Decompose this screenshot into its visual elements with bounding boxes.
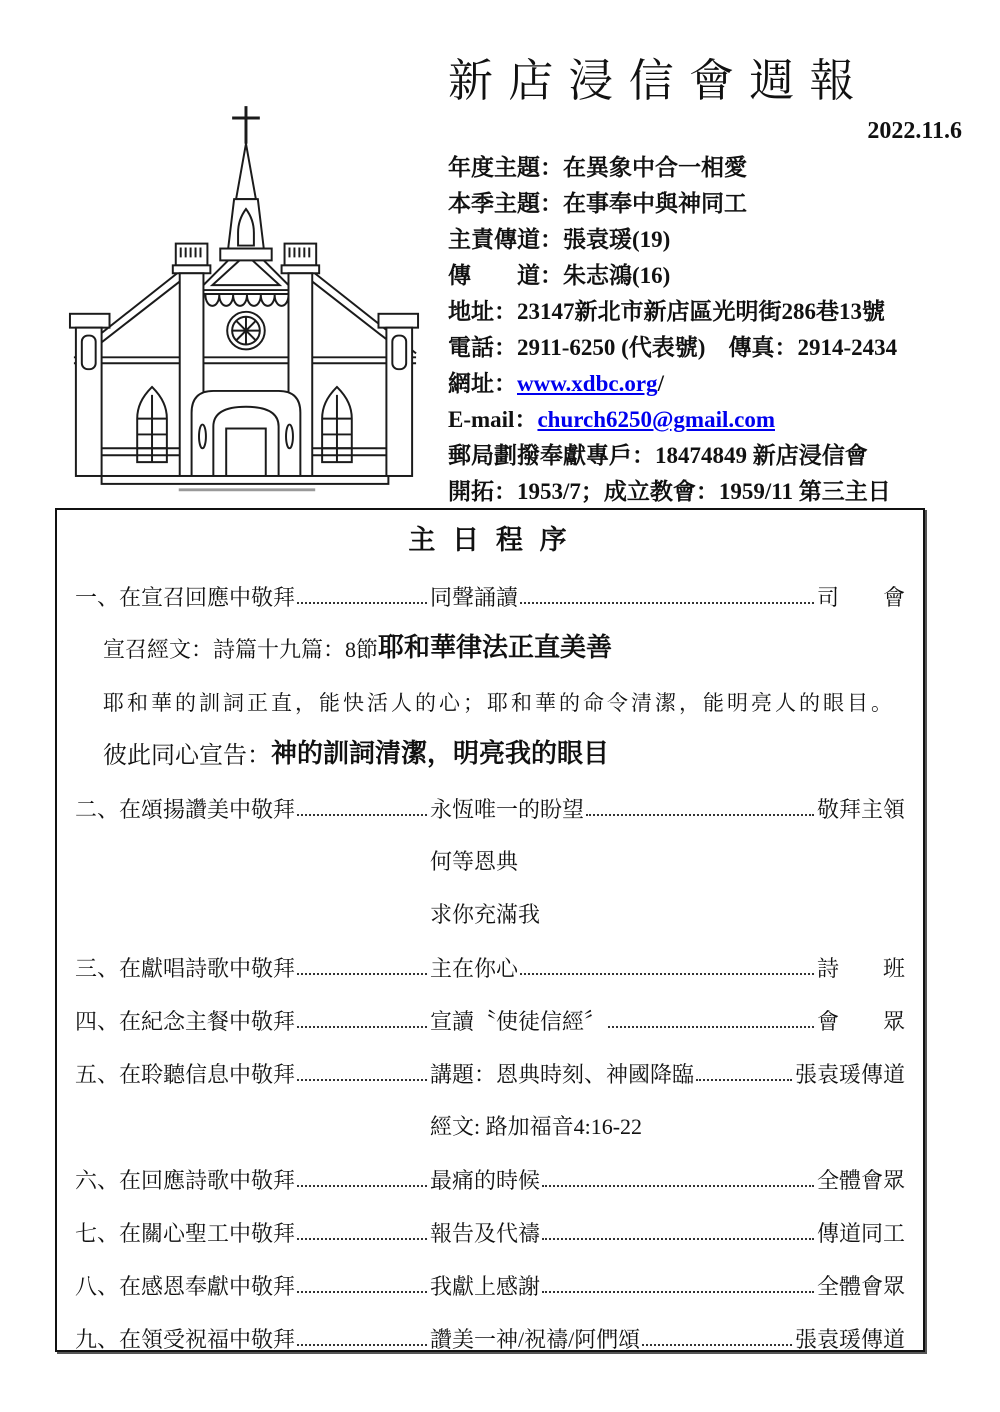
- program-item-assignee: 詩 班: [816, 955, 905, 981]
- program-item-label: 四、在紀念主餐中敬拜: [75, 1008, 296, 1034]
- program-row-2: [75, 770, 905, 823]
- minister-line: 傳 道：朱志鴻(16): [448, 263, 671, 288]
- program-item-label: 八、在感恩奉獻中敬拜: [75, 1273, 296, 1299]
- dot-leader: [297, 1291, 427, 1293]
- declaration-line: [75, 717, 905, 770]
- sunday-program-box: [55, 508, 925, 1352]
- dot-leader: [297, 602, 427, 604]
- program-item-label: 九、在領受祝福中敬拜: [75, 1326, 296, 1352]
- program-row-9: [75, 1300, 905, 1353]
- program-row-7: [75, 1194, 905, 1247]
- annual-theme-line: 年度主題：在異象中合一相愛: [448, 155, 747, 180]
- declaration-prefix: 彼此同心宣告：: [103, 743, 271, 769]
- program-row-1: [75, 558, 905, 611]
- phone-fax-line: 電話：2911-6250 (代表號) 傳真：2914-2434: [448, 335, 898, 360]
- program-item-title: 講題：恩典時刻、神國降臨: [430, 1061, 695, 1087]
- call-scripture-prefix: 宣召經文：詩篇十九篇：8節: [103, 637, 379, 662]
- bulletin-date: 2022.11.6: [867, 118, 962, 144]
- program-item-assignee: 全體會眾: [816, 1273, 905, 1299]
- program-row-5: [75, 1035, 905, 1088]
- program-heading: 主 日 程 序: [408, 525, 572, 555]
- website-link[interactable]: www.xdbc.org: [517, 371, 658, 396]
- program-item-title: 最痛的時候: [430, 1167, 541, 1193]
- program-item-assignee: 敬拜主領: [816, 796, 905, 822]
- program-item-label: 七、在關心聖工中敬拜: [75, 1220, 296, 1246]
- website-label: 網址：: [448, 371, 517, 396]
- church-drawing-svg: [66, 96, 422, 496]
- email-line: [448, 402, 962, 438]
- church-illustration: [66, 96, 422, 496]
- website-line: [448, 366, 962, 402]
- hymn-line-1: 何等恩典: [430, 849, 519, 874]
- dot-leader: [297, 1079, 427, 1081]
- call-scripture-bold: 耶和華律法正直美善: [378, 633, 613, 662]
- program-item-assignee: 全體會眾: [816, 1167, 905, 1193]
- dot-leader: [297, 1185, 427, 1187]
- program-item-title: 宣讀〝使徒信經〞: [430, 1008, 607, 1034]
- scripture-verse-text: 耶和華的訓詞正直，能快活人的心；耶和華的命令清潔，能明亮人的眼目。: [103, 691, 895, 715]
- program-item-label: 五、在聆聽信息中敬拜: [75, 1061, 296, 1087]
- dot-leader: [608, 1026, 814, 1028]
- hymn-line-2: 求你充滿我: [430, 902, 541, 927]
- dot-leader: [297, 1026, 427, 1028]
- dot-leader: [297, 814, 427, 816]
- website-suffix: /: [657, 371, 664, 396]
- program-row-8: [75, 1247, 905, 1300]
- program-item-title: 同聲誦讀: [430, 584, 519, 610]
- program-item-assignee: 司 會: [816, 584, 905, 610]
- sermon-scripture-line: 經文: 路加福音4:16-22: [430, 1114, 643, 1139]
- dot-leader: [696, 1079, 792, 1081]
- program-item-assignee: 會 眾: [816, 1008, 905, 1034]
- email-link[interactable]: church6250@gmail.com: [537, 407, 775, 432]
- program-item-title: 讚美一神/祝禱/阿們頌: [430, 1326, 641, 1352]
- dot-leader: [297, 973, 427, 975]
- dot-leader: [520, 973, 814, 975]
- program-item-title: 報告及代禱: [430, 1220, 541, 1246]
- dot-leader: [542, 1291, 814, 1293]
- postal-account-line: 郵局劃撥奉獻專戶：18474849 新店浸信會: [448, 443, 868, 468]
- program-row-3: [75, 929, 905, 982]
- dot-leader: [520, 602, 814, 604]
- program-item-title: 永恆唯一的盼望: [430, 796, 585, 822]
- dot-leader: [542, 1185, 814, 1187]
- dot-leader: [297, 1238, 427, 1240]
- dot-leader: [542, 1238, 814, 1240]
- program-item-label: 六、在回應詩歌中敬拜: [75, 1167, 296, 1193]
- program-item-title: 我獻上感謝: [430, 1273, 541, 1299]
- program-item-label: 一、在宣召回應中敬拜: [75, 584, 296, 610]
- program-item-label: 三、在獻唱詩歌中敬拜: [75, 955, 296, 981]
- program-item-assignee: 張袁瑗傳道: [794, 1326, 905, 1352]
- founding-line: 開拓：1953/7；成立教會：1959/11 第三主日: [448, 479, 891, 504]
- dot-leader: [642, 1344, 792, 1346]
- program-item-assignee: 傳道同工: [816, 1220, 905, 1246]
- call-scripture-line: [75, 611, 905, 664]
- email-label: E-mail：: [448, 407, 538, 432]
- dot-leader: [586, 814, 814, 816]
- lead-pastor-line: 主責傳道：張袁瑗(19): [448, 227, 671, 252]
- dot-leader: [297, 1344, 427, 1346]
- program-item-label: 二、在頌揚讚美中敬拜: [75, 796, 296, 822]
- declaration-bold: 神的訓詞清潔，明亮我的眼目: [271, 739, 610, 768]
- masthead-right-column: [448, 50, 962, 510]
- program-row-4: [75, 982, 905, 1035]
- program-row-6: [75, 1141, 905, 1194]
- masthead: [0, 0, 1000, 508]
- quarter-theme-line: 本季主題：在事奉中與神同工: [448, 191, 747, 216]
- program-item-title: 主在你心: [430, 955, 519, 981]
- page-title: 新 店 浸 信 會 週 報: [448, 56, 857, 106]
- scripture-verse-line: [75, 664, 905, 717]
- program-item-assignee: 張袁瑗傳道: [794, 1061, 905, 1087]
- address-line: 地址：23147新北市新店區光明街286巷13號: [448, 299, 885, 324]
